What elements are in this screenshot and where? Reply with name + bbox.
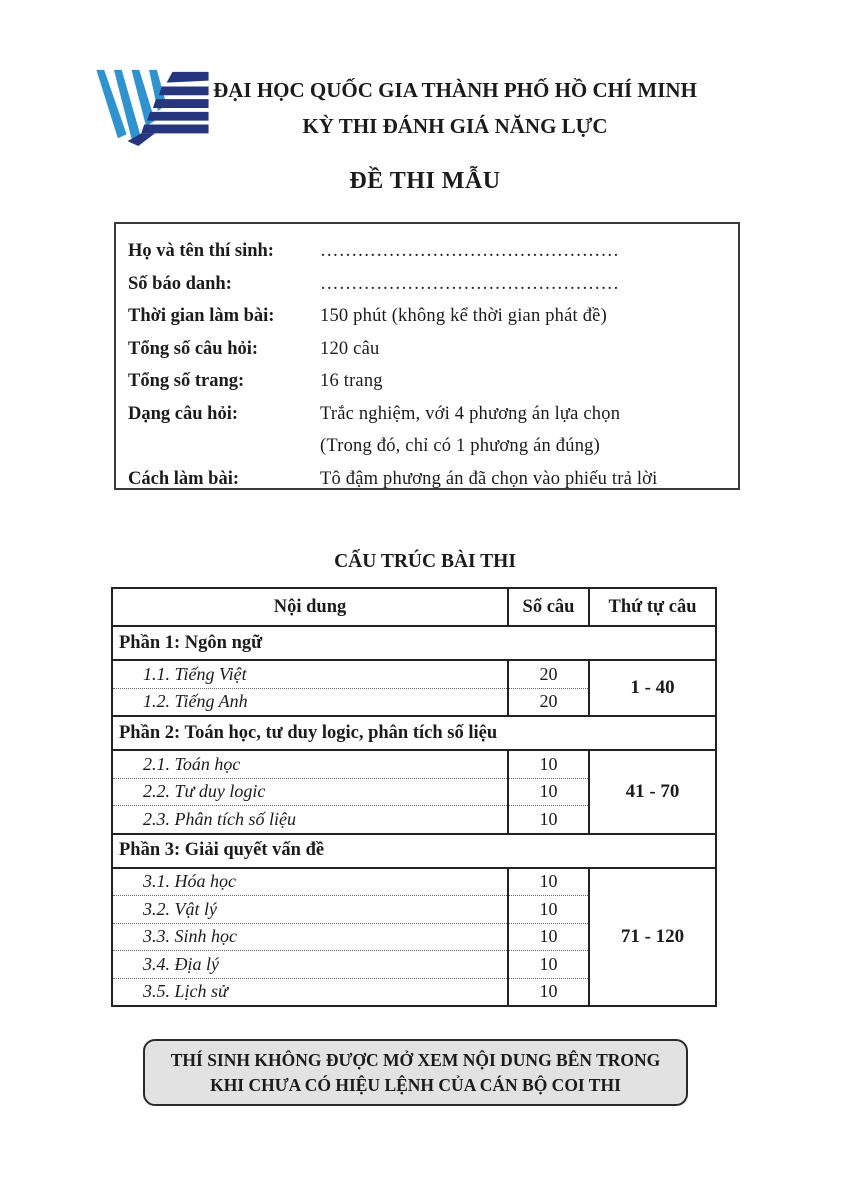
info-label: Tổng số trang:	[128, 371, 245, 391]
topic-cell: 2.3. Phân tích số liệu	[112, 806, 508, 834]
info-value: 16 trang	[320, 371, 383, 391]
question-count-cell: 10	[508, 806, 589, 834]
section-title: Phần 3: Giải quyết vấn đề	[112, 834, 716, 868]
warning-line-2: KHI CHƯA CÓ HIỆU LỆNH CỦA CÁN BỘ COI THI	[210, 1074, 621, 1095]
topic-cell: 3.5. Lịch sử	[112, 978, 508, 1006]
info-value: Tô đậm phương án đã chọn vào phiếu trả lời	[320, 468, 658, 489]
info-row	[128, 333, 738, 366]
question-count-cell: 20	[508, 688, 589, 716]
question-count-cell: 10	[508, 778, 589, 806]
exam-structure-table	[111, 587, 717, 1007]
info-value: 150 phút (không kể thời gian phát đề)	[320, 306, 607, 326]
topic-cell: 1.2. Tiếng Anh	[112, 688, 508, 716]
page-title: ĐỀ THI MẪU	[349, 168, 501, 194]
topic-cell: 3.2. Vật lý	[112, 896, 508, 924]
exam-name: KỲ THI ĐÁNH GIÁ NĂNG LỰC	[302, 114, 608, 138]
question-range-cell: 1 - 40	[589, 660, 716, 716]
topic-cell: 2.1. Toán học	[112, 750, 508, 778]
structure-heading: CẤU TRÚC BÀI THI	[334, 551, 516, 572]
info-label: Cách làm bài:	[128, 468, 239, 489]
document-header	[205, 72, 705, 143]
info-value: Trắc nghiệm, với 4 phương án lựa chọn	[320, 403, 621, 424]
candidate-info-box	[114, 222, 740, 490]
table-row	[112, 868, 716, 896]
question-count-cell: 10	[508, 923, 589, 951]
question-count-cell: 10	[508, 978, 589, 1006]
info-value: …………………………………………	[320, 241, 620, 261]
table-header-row	[112, 588, 716, 626]
topic-cell: 1.1. Tiếng Việt	[112, 660, 508, 688]
section-row	[112, 834, 716, 868]
question-count-cell: 10	[508, 868, 589, 896]
topic-cell: 3.4. Địa lý	[112, 951, 508, 979]
question-count-cell: 20	[508, 660, 589, 688]
info-label: Thời gian làm bài:	[128, 306, 275, 326]
topic-cell: 2.2. Tư duy logic	[112, 778, 508, 806]
table-row	[112, 750, 716, 778]
info-row	[128, 430, 738, 463]
warning-line-1: THÍ SINH KHÔNG ĐƯỢC MỞ XEM NỘI DUNG BÊN TRONG	[170, 1049, 661, 1070]
info-label: Dạng câu hỏi:	[128, 403, 238, 424]
info-row	[128, 235, 738, 268]
question-count-cell: 10	[508, 951, 589, 979]
column-header-content: Nội dung	[112, 588, 508, 626]
question-range-cell: 41 - 70	[589, 750, 716, 834]
info-row	[128, 398, 738, 431]
topic-cell: 3.3. Sinh học	[112, 923, 508, 951]
question-count-cell: 10	[508, 896, 589, 924]
section-row	[112, 626, 716, 660]
info-row	[128, 268, 738, 301]
info-label: Tổng số câu hỏi:	[128, 338, 259, 359]
info-value: (Trong đó, chỉ có 1 phương án đúng)	[320, 436, 600, 456]
column-header-question-order: Thứ tự câu	[589, 588, 716, 626]
university-name: ĐẠI HỌC QUỐC GIA THÀNH PHỐ HỒ CHÍ MINH	[213, 78, 697, 102]
section-title: Phần 1: Ngôn ngữ	[112, 626, 716, 660]
question-range-cell: 71 - 120	[589, 868, 716, 1007]
warning-box	[143, 1039, 688, 1106]
info-row	[128, 463, 738, 496]
info-row	[128, 300, 738, 333]
info-label: Số báo danh:	[128, 273, 232, 294]
info-value: 120 câu	[320, 338, 380, 359]
info-value: …………………………………………	[320, 273, 620, 294]
section-title: Phần 2: Toán học, tư duy logic, phân tích số liệu	[112, 716, 716, 750]
table-row	[112, 660, 716, 688]
info-label: Họ và tên thí sinh:	[128, 241, 274, 261]
section-row	[112, 716, 716, 750]
vnu-hcm-logo	[92, 66, 210, 146]
column-header-question-count: Số câu	[508, 588, 589, 626]
topic-cell: 3.1. Hóa học	[112, 868, 508, 896]
info-label	[128, 430, 320, 463]
info-row	[128, 365, 738, 398]
question-count-cell: 10	[508, 750, 589, 778]
